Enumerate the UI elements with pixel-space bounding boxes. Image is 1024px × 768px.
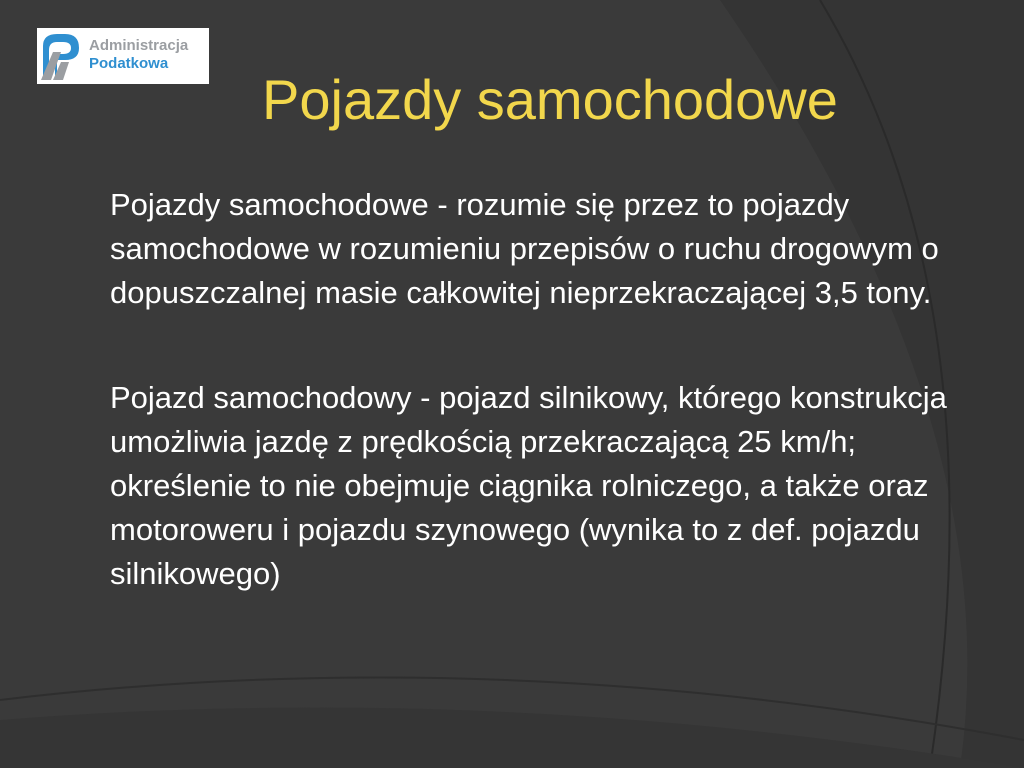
logo-text-line1: Administracja bbox=[89, 37, 189, 54]
logo-text-line2: Podatkowa bbox=[89, 55, 169, 72]
definition-paragraph-1: Pojazdy samochodowe - rozumie się przez to pojazdy samochodowe w rozumieniu przepisów o ruchu drogowym o dopuszczalnej masie całkowitej nieprzekraczającej 3,5 tony. bbox=[110, 187, 939, 310]
administracja-podatkowa-logo bbox=[37, 28, 209, 84]
definition-paragraph-2: Pojazd samochodowy - pojazd silnikowy, którego konstrukcja umożliwia jazdę z prędkością przekraczającą 25 km/h; określenie to nie obejmuje ciągnika rolniczego, a także oraz motoroweru i pojazdu szynowego (wynika to z def. pojazdu silnikowego) bbox=[110, 380, 947, 591]
ap-emblem-icon bbox=[39, 30, 83, 82]
slide-title: Pojazdy samochodowe bbox=[262, 68, 838, 131]
slide-body bbox=[110, 183, 990, 596]
